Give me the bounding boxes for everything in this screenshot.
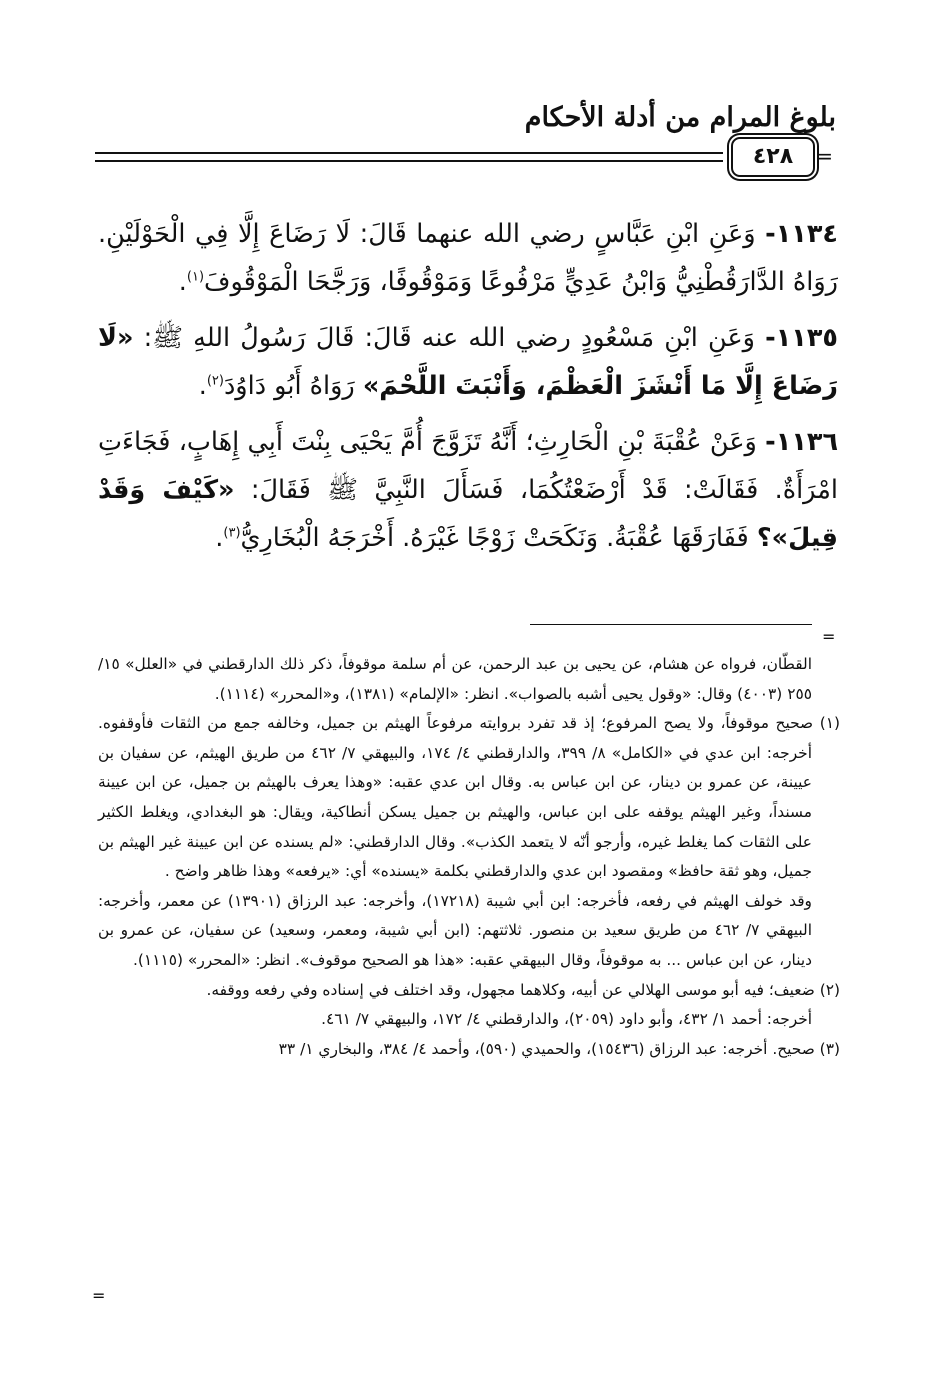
prophet-quote: «كَيْفَ وَقَدْ قِيلَ»؟ — [98, 475, 838, 553]
footnote-3: (٣) صحيح. أخرجه: عبد الرزاق (١٥٤٣٦)، والحميدي (٥٩٠)، وأحمد ٤/ ٣٨٤، والبخاري ١/ ٣٣ — [278, 1039, 840, 1058]
hadith-end-mark: . — [198, 371, 207, 401]
hadith-1136 — [98, 418, 838, 562]
hadith-number: ١١٣٦- — [765, 427, 839, 457]
hadith-source: رَوَاهُ أَبُو دَاوُدَ — [223, 371, 355, 401]
header-continuation-mark: = — [816, 144, 833, 168]
running-header-title: بلوغ المرام من أدلة الأحكام — [524, 102, 836, 133]
footnote-continuation: القطّان، فرواه عن هشام، عن يحيى بن عبد الرحمن، عن أم سلمة موقوفاً، ذكر ذلك الدارقطني في «العلل» ١٥/ ٢٥٥ (٤٠٠٣) وقال: «وقول يحيى أشبه بالصواب». انظر: «الإلمام» (١٣٨١)، و«المحرر» (١١١٤). — [98, 655, 812, 703]
footnote-1: (١) صحيح موقوفاً، ولا يصح المرفوع؛ إذ قد تفرد بروايته مرفوعاً الهيثم بن جميل، وخالفه جمع من الثقات فأوقفوه. أخرجه: ابن عدي في «الكامل» ٨/ ٣٩٩، والدارقطني ٤/ ١٧٤، والبيهقي ٧/ ٤٦٢ من طريق الهيثم، عن سفيان بن عيينة، عن عمرو بن دينار، عن ابن عباس به. وقال ابن عدي عقبه: «وهذا يعرف بالهيثم بن جميل، عن ابن عيينة مسنداً، وغير الهيثم يوقفه على ابن عباس، والهيثم بن جميل يسكن أنطاكية، ويقال: هو البغدادي، ويغلط الكثير على الثقات كما يغلط غيره، وأرجو أنّه لا يتعمد الكذب». وقال الدارقطني: «لم يسنده عن ابن عيينة غير الهيثم بن جميل، وهو ثقة حافظ» ومقصود ابن عدي والدارقطني بكلمة «يسنده» أي: «يرفعه» وهذا ظاهر واضح . — [98, 714, 840, 881]
hadith-1134 — [98, 210, 838, 306]
footnote-2-sources: أخرجه: أحمد ١/ ٤٣٢، وأبو داود (٢٠٥٩)، والدارقطني ٤/ ١٧٢، والبيهقي ٧/ ٤٦١. — [321, 1010, 812, 1029]
footnote-marker[interactable]: (٢) — [206, 373, 224, 389]
footnote-marker[interactable]: (٣) — [223, 525, 241, 541]
footnote-1-continued: وقد خولف الهيثم في رفعه، فأخرجه: ابن أبي شيبة (١٧٢١٨)، وأخرجه: عبد الرزاق (١٣٩٠١) عن معمر، وأخرجه: البيهقي ٧/ ٤٦٢ من طريق سعيد بن منصور. ثلاثتهم: (ابن أبي شيبة، ومعمر، وسعيد) عن سفيان، عن عمرو بن دينار، عن ابن عباس ... به موقوفاً، وقال البيهقي عقبه: «هذا هو الصحيح موقوف». انظر: «المحرر» (١١١٥). — [98, 891, 812, 969]
hadith-source: فَفَارَقَهَا عُقْبَةُ. وَنَكَحَتْ زَوْجًا غَيْرَهُ. أَخْرَجَهُ الْبُخَارِيُّ — [240, 523, 749, 553]
hadith-body — [98, 210, 838, 570]
prophet-quote: «لَا رَضَاعَ إِلَّا مَا أَنْشَزَ الْعَظْمَ، وَأَنْبَتَ اللَّحْمَ» — [98, 323, 838, 401]
hadith-text: وَعَنِ ابْنِ مَسْعُودٍ رضي الله عنه قَالَ: قَالَ رَسُولُ اللهِ ﷺ: — [143, 323, 755, 353]
footnote-2: (٢) ضعيف؛ فيه أبو موسى الهلالي عن أبيه، وكلاهما مجهول، وقد اختلف في إسناده وفي رفعه ووقفه. — [206, 980, 840, 999]
header-double-rule — [95, 152, 723, 162]
hadith-text: وَعَنْ عُقْبَةَ بْنِ الْحَارِثِ؛ أَنَّهُ تَزَوَّجَ أُمَّ يَحْيَى بِنْتَ أَبِي إِهَابٍ، فَجَاءَتِ امْرَأَةٌ. فَقَالَتْ: قَدْ أَرْضَعْتُكُمَا، فَسَأَلَ النَّبِيَّ ﷺ فَقَالَ: — [98, 427, 838, 505]
page-header-bar — [95, 137, 833, 183]
footnote-marker[interactable]: (١) — [186, 269, 205, 285]
footnote-continued-from-mark: = — [822, 627, 836, 646]
hadith-number: ١١٣٤- — [765, 219, 838, 249]
page-number: ٤٢٨ — [731, 137, 815, 177]
hadith-end-mark: . — [178, 267, 187, 297]
hadith-number: ١١٣٥- — [765, 323, 838, 353]
hadith-1135 — [98, 314, 838, 410]
hadith-end-mark: . — [215, 523, 224, 553]
footnotes — [98, 650, 840, 1064]
footnote-separator — [530, 624, 812, 625]
footnote-continues-mark: = — [92, 1286, 106, 1305]
hadith-text: وَعَنِ ابْنِ عَبَّاسٍ رضي الله عنهما قَالَ: لَا رَضَاعَ إِلَّا فِي الْحَوْلَيْنِ. رَوَاهُ الدَّارَقُطْنِيُّ وَابْنُ عَدِيٍّ مَرْفُوعًا وَمَوْقُوفًا، وَرَجَّحَا الْمَوْقُوفَ — [98, 219, 838, 297]
